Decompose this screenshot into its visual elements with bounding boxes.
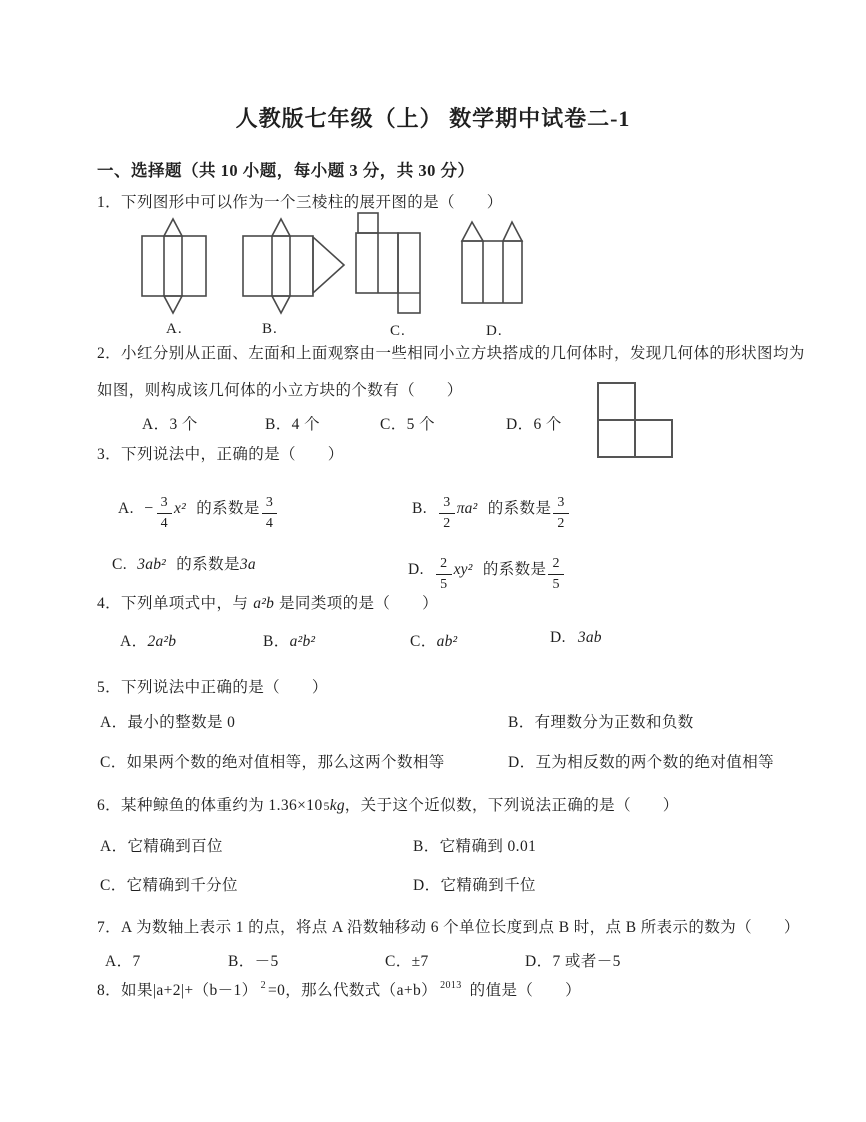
q3-option-b [412,495,571,532]
q4-option-d-math: 3ab [577,629,602,646]
q4-option-c-math: ab² [436,633,458,650]
q1-figure-b-label: B. [262,321,278,337]
q8-stem-part3: 的值是（ ） [469,982,581,999]
q4-option-d-label: D. [550,629,566,646]
q8-stem [97,978,581,1000]
q3-option-a-expression: x² [174,500,186,517]
q6-stem-prefix: 6．某种鲸鱼的体重约为 1.36×10 [97,797,323,814]
q7-stem: 7．A 为数轴上表示 1 的点，将点 A 沿数轴移动 6 个单位长度到点 B 时，点 B 所表示的数为（ ） [97,919,800,936]
q2-option-b: B．4 个 [265,416,320,433]
q6-stem [97,793,679,815]
q3-option-b-expression: πa² [456,500,478,517]
fraction-denominator: 5 [440,577,448,592]
q3-option-b-text: 的系数是 [487,500,552,517]
q6-option-b: B．它精确到 0.01 [413,838,537,855]
q3-option-c-label: C. [112,556,128,573]
q8-superscript-2013: 2013 [440,980,462,991]
q3-stem: 3．下列说法中，正确的是（ ） [97,446,344,463]
q3-option-d-text: 的系数是 [482,561,547,578]
q4-stem [97,591,438,613]
q1-figure-c [355,211,423,315]
q1-figure-a-label: A. [166,321,183,337]
q1-figure-d [460,219,526,307]
fraction-denominator: 4 [160,516,168,531]
q1-stem: 1．下列图形中可以作为一个三棱柱的展开图的是（ ） [97,194,503,211]
q2-option-c: C．5 个 [380,416,435,433]
q6-option-c: C．它精确到千分位 [100,877,238,894]
q3-option-d-fraction-2 [548,556,563,593]
q4-option-b-math: a²b² [289,633,316,650]
q2-stem-line1: 2．小红分别从正面、左面和上面观察由一些相同小立方块搭成的几何体时，发现几何体的形状图均为 [97,345,805,362]
q3-option-a-text: 的系数是 [196,500,260,517]
q4-option-c-label: C． [410,633,437,650]
q1-figure-a-drawing [136,216,212,316]
q3-option-d-expression: xy² [453,561,473,578]
fraction-numerator: 2 [436,556,451,575]
q4-option-a [120,629,176,651]
q3-option-c-value: 3a [239,556,256,573]
q6-unit: kg [329,797,345,814]
fraction-numerator: 3 [439,495,454,514]
q5-stem: 5．下列说法中正确的是（ ） [97,679,328,696]
q6-option-a: A．它精确到百位 [100,838,223,855]
q7-option-d: D．7 或者－5 [525,953,621,970]
q7-option-a: A．7 [105,953,141,970]
q4-stem-prefix: 4．下列单项式中，与 [97,595,249,612]
q3-option-a-fraction-2 [262,495,277,532]
q6-option-d: D．它精确到千位 [413,877,536,894]
q8-superscript-2: 2 [260,980,266,991]
q4-option-a-math: 2a²b [147,633,177,650]
q3-option-b-fraction-2 [553,495,568,532]
q7-option-c: C．±7 [385,953,429,970]
q3-option-c-expression: 3ab² [137,556,166,573]
q4-option-d [550,629,602,647]
q3-option-b-label: B. [412,500,428,517]
q3-option-a [118,495,279,532]
fraction-denominator: 4 [265,516,274,531]
q2-option-a: A．3 个 [142,416,198,433]
page-title: 人教版七年级（上） 数学期中试卷二-1 [235,106,631,131]
q1-figure-a [136,216,212,316]
q3-option-c [112,552,256,574]
q6-stem-suffix: ，关于这个近似数，下列说法正确的是（ ） [344,797,679,814]
q2-figure [596,381,674,459]
q4-option-b [263,629,315,651]
q5-option-d: D．互为相反数的两个数的绝对值相等 [508,754,774,771]
fraction-numerator: 3 [262,495,277,514]
q8-stem-part1: 8．如果|a+2|+（b－1） [97,982,258,999]
q8-stem-part2: =0，那么代数式（a+b） [267,982,438,999]
section-heading: 一、选择题（共 10 小题，每小题 3 分，共 30 分） [97,161,475,180]
q3-option-d-fraction-1 [436,556,451,593]
q1-figure-b [239,216,349,316]
q1-figure-b-drawing [239,216,349,316]
q1-figure-c-drawing [355,211,423,315]
fraction-denominator: 2 [443,516,451,531]
q5-option-c: C．如果两个数的绝对值相等，那么这两个数相等 [100,754,445,771]
fraction-numerator: 3 [553,495,568,514]
q2-stem-line2: 如图，则构成该几何体的小立方块的个数有（ ） [97,382,463,399]
q5-option-b: B．有理数分为正数和负数 [508,714,694,731]
q2-figure-drawing [596,381,674,459]
q4-stem-suffix: 是同类项的是（ ） [279,595,439,612]
fraction-denominator: 2 [557,516,565,531]
q7-option-b: B．－5 [228,953,279,970]
fraction-numerator: 3 [157,495,172,514]
q3-option-a-label: A. [118,500,134,517]
q4-option-c [410,629,457,651]
q6-exponent: 5 [323,801,330,813]
q3-option-a-minus-sign: − [144,500,154,517]
q3-option-c-text: 的系数是 [176,556,240,573]
q1-figure-c-label: C. [390,323,406,339]
q3-option-b-fraction-1 [439,495,454,532]
fraction-denominator: 5 [552,577,560,592]
q4-option-b-label: B． [263,633,290,650]
q3-option-a-fraction-1 [157,495,172,532]
q4-option-a-label: A． [120,633,148,650]
q5-option-a: A．最小的整数是 0 [100,714,236,731]
q2-option-d: D．6 个 [506,416,562,433]
q3-option-d [408,556,566,593]
q1-figure-d-drawing [460,219,526,307]
q4-stem-math: a²b [253,595,275,612]
fraction-numerator: 2 [548,556,563,575]
q3-option-d-label: D. [408,561,424,578]
q1-figure-d-label: D. [486,323,503,339]
